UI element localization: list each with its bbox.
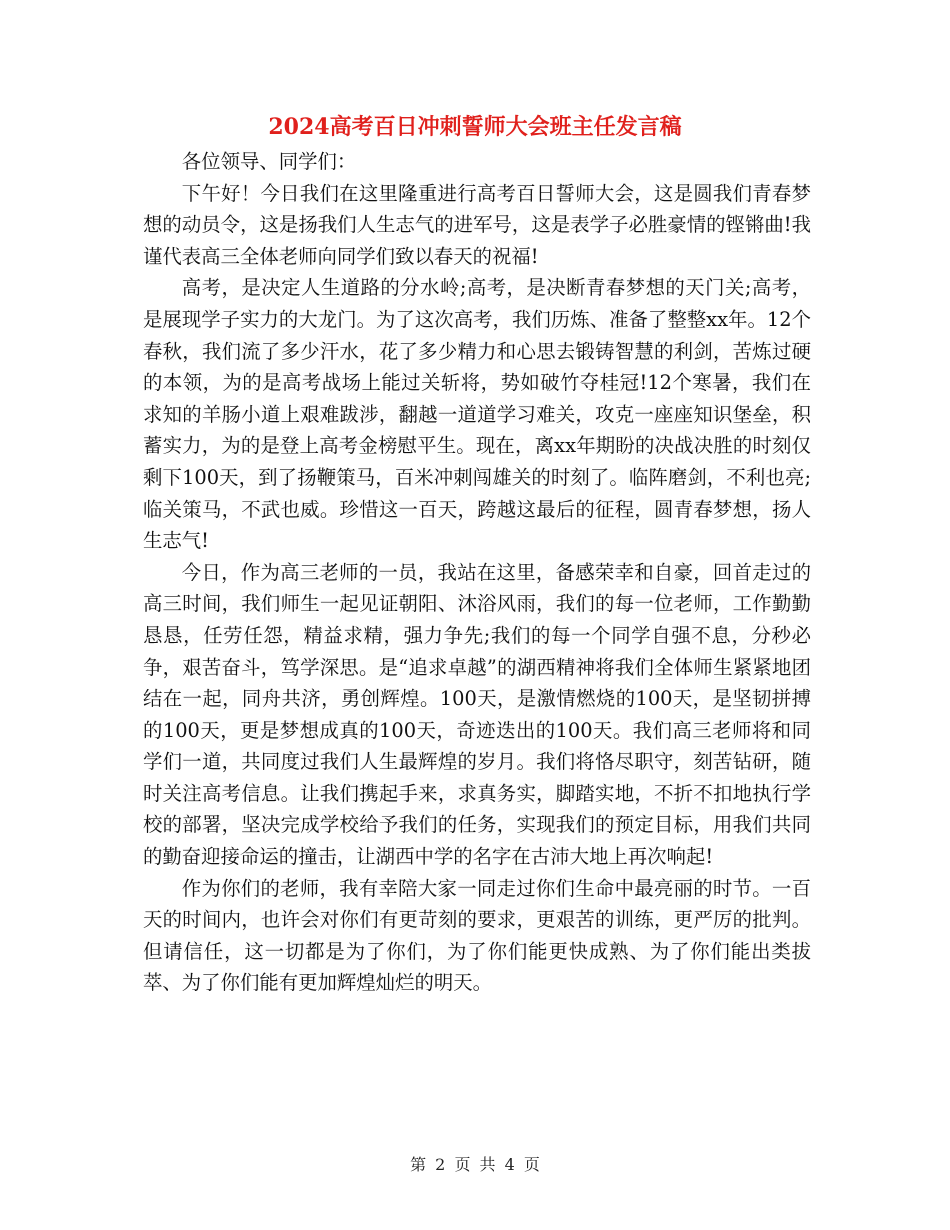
paragraph-3: 今日，作为高三老师的一员，我站在这里，备感荣幸和自豪，回首走过的高三时间，我们师生一起见证朝阳、沐浴风雨，我们的每一位老师，工作勤勤恳恳，任劳任怨，精益求精，强力争先;我们的每一个同学自强不息，分秒必争，艰苦奋斗，笃学深思。是“追求卓越”的湖西精神将我们全体师生紧紧地团结在一起，同舟共济，勇创辉煌。100天，是激情燃烧的100天，是坚韧拼搏的100天，更是梦想成真的100天，奇迹迭出的100天。我们高三老师将和同学们一道，共同度过我们人生最辉煌的岁月。我们将恪尽职守，刻苦钻研，随时关注高考信息。让我们携起手来，求真务实，脚踏实地，不折不扣地执行学校的部署，坚决完成学校给予我们的任务，实现我们的预定目标，用我们共同的勤奋迎接命运的撞击，让湖西中学的名字在古沛大地上再次响起! (143, 560, 811, 869)
salutation: 各位领导、同学们： (181, 150, 357, 173)
paragraph-2: 高考，是决定人生道路的分水岭;高考，是决断青春梦想的天门关;高考，是展现学子实力的大龙门。为了这次高考，我们历炼、准备了整整xx年。12个春秋，我们流了多少汗水，花了多少精力和心思去锻铸智慧的利剑，苦炼过硬的本领，为的是高考战场上能过关斩将，势如破竹夺桂冠!12个寒暑，我们在求知的羊肠小道上艰难跋涉，翻越一道道学习难关，攻克一座座知识堡垒，积蓄实力，为的是登上高考金榜慰平生。现在，离xx年期盼的决战决胜的时刻仅剩下100天，到了扬鞭策马，百米冲刺闯雄关的时刻了。临阵磨剑，不利也亮;临关策马，不武也威。珍惜这一百天，跨越这最后的征程，圆青春梦想，扬人生志气! (143, 276, 811, 553)
page-number-footer: 第 2 页 共 4 页 (410, 1155, 540, 1174)
paragraph-1: 下午好！今日我们在这里隆重进行高考百日誓师大会，这是圆我们青春梦想的动员令，这是扬我们人生志气的进军号，这是表学子必胜豪情的铿锵曲!我谨代表高三全体老师向同学们致以春天的祝福! (143, 181, 811, 268)
paragraph-4: 作为你们的老师，我有幸陪大家一同走过你们生命中最亮丽的时节。一百天的时间内，也许会对你们有更苛刻的要求，更艰苦的训练，更严厉的批判。但请信任，这一切都是为了你们，为了你们能更快成熟、为了你们能出类拔萃、为了你们能有更加辉煌灿烂的明天。 (143, 876, 811, 995)
document-title: 2024高考百日冲刺誓师大会班主任发言稿 (268, 114, 682, 140)
document-body (143, 146, 811, 999)
